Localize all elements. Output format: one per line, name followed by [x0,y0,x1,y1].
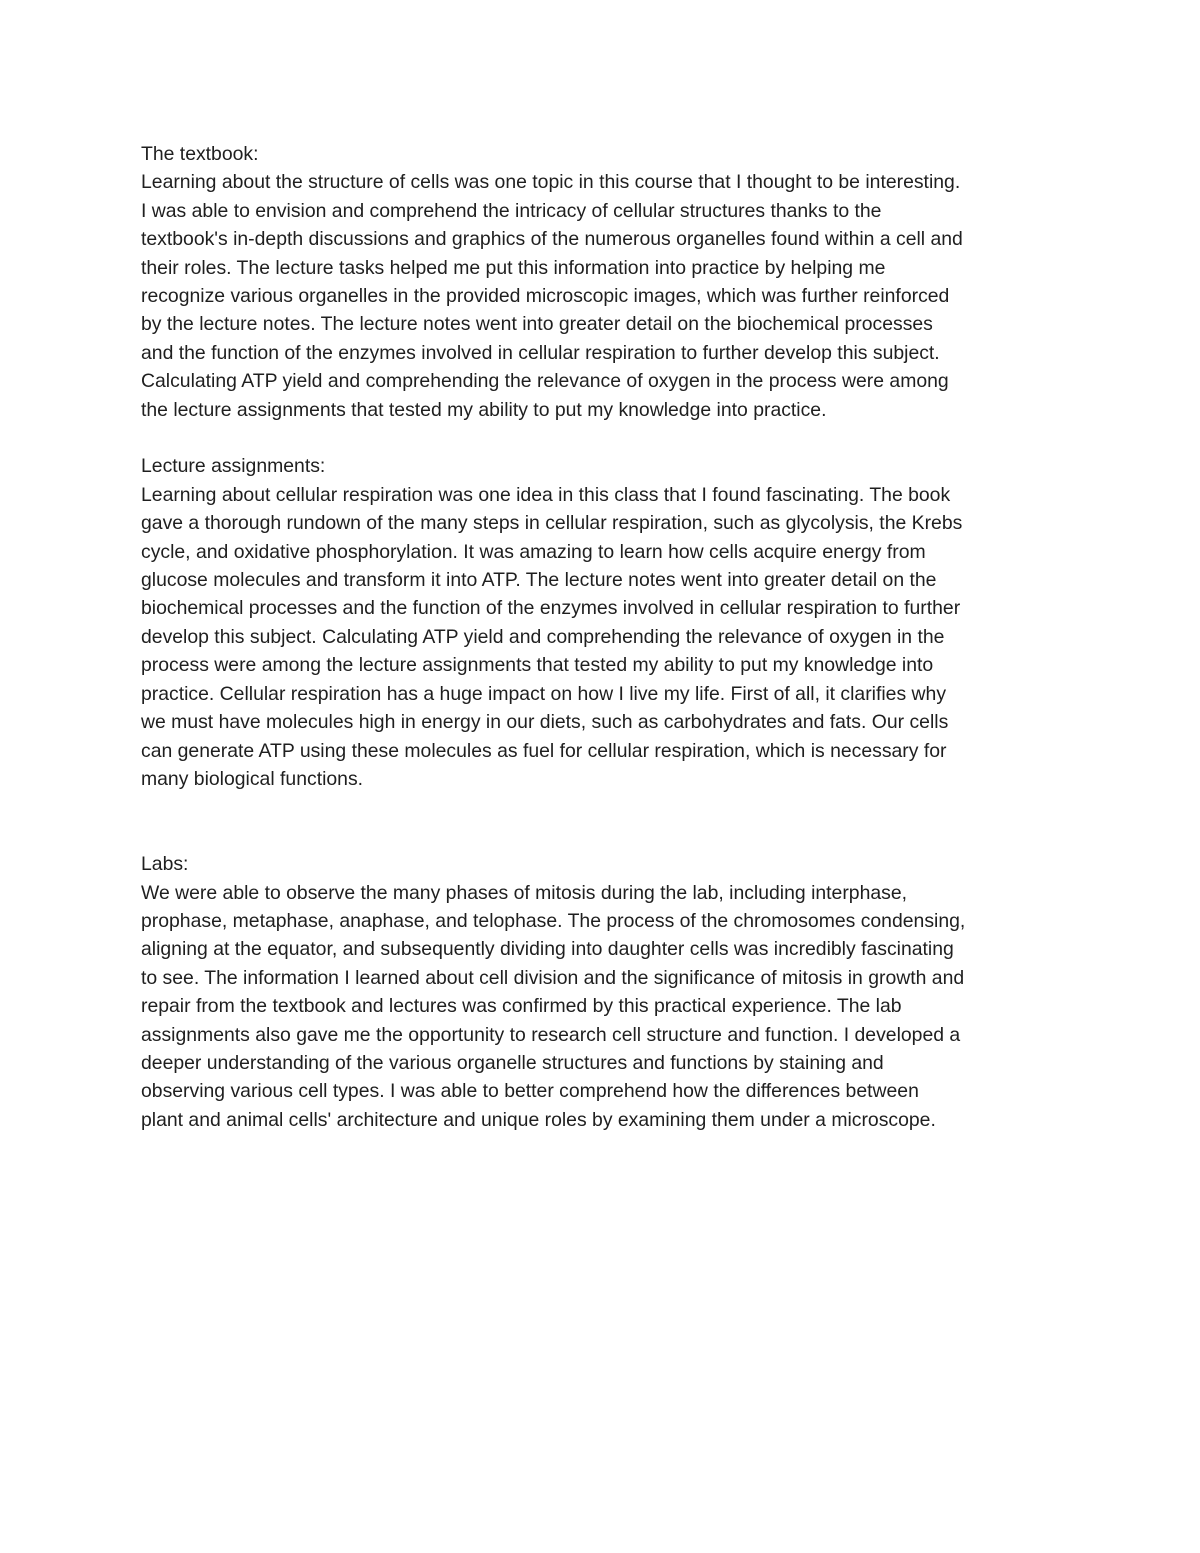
paragraph-line: I was able to envision and comprehend the intricacy of cellular structures thanks to the [141,199,882,222]
paragraph-line: assignments also gave me the opportunity to research cell structure and function. I developed a [141,1023,961,1046]
heading-text: The textbook: [141,143,259,165]
paragraph-line: glucose molecules and transform it into ATP. The lecture notes went into greater detail on the [141,569,937,592]
paragraph-line: gave a thorough rundown of the many steps in cellular respiration, such as glycolysis, the Krebs [141,512,963,535]
paragraph-line: plant and animal cells' architecture and unique roles by examining them under a microscope. [141,1108,936,1131]
section-paragraph [141,168,1071,424]
section-labs [141,850,1071,1134]
paragraph-line: prophase, metaphase, anaphase, and telophase. The process of the chromosomes condensing, [141,909,966,932]
paragraph-line: we must have molecules high in energy in our diets, such as carbohydrates and fats. Our cells [141,711,949,734]
paragraph-line: observing various cell types. I was able to better comprehend how the differences between [141,1080,919,1103]
paragraph-line: their roles. The lecture tasks helped me put this information into practice by helping me [141,256,886,279]
paragraph-line: to see. The information I learned about cell division and the significance of mitosis in growth and [141,966,965,989]
blank-line [141,822,1071,850]
section-heading [141,850,1071,878]
section-paragraph [141,879,1071,1135]
paragraph-line: the lecture assignments that tested my ability to put my knowledge into practice. [141,398,827,421]
paragraph-line: by the lecture notes. The lecture notes went into greater detail on the biochemical processes [141,313,933,336]
section-heading [141,452,1071,480]
blank-line [141,793,1071,821]
paragraph-line: and the function of the enzymes involved in cellular respiration to further develop this subject. [141,341,940,364]
paragraph-line: biochemical processes and the function of the enzymes involved in cellular respiration to further [141,597,961,620]
section-lecture-assignments [141,452,1071,793]
paragraph-line: aligning at the equator, and subsequently dividing into daughter cells was incredibly fascinating [141,938,954,961]
paragraph-line: develop this subject. Calculating ATP yield and comprehending the relevance of oxygen in the [141,625,945,648]
heading-text: Lecture assignments: [141,455,326,478]
paragraph-line: practice. Cellular respiration has a huge impact on how I live my life. First of all, it clarifies why [141,682,947,705]
section-textbook [141,140,1071,424]
paragraph-line: cycle, and oxidative phosphorylation. It was amazing to learn how cells acquire energy from [141,540,926,563]
section-paragraph [141,481,1071,793]
paragraph-line: deeper understanding of the various organelle structures and functions by staining and [141,1051,884,1074]
paragraph-line: process were among the lecture assignments that tested my ability to put my knowledge into [141,654,934,677]
heading-text: Labs: [141,853,189,876]
paragraph-line: many biological functions. [141,767,364,790]
blank-line [141,424,1071,452]
paragraph-line: Learning about cellular respiration was one idea in this class that I found fascinating. The book [141,483,951,506]
paragraph-line: We were able to observe the many phases of mitosis during the lab, including interphase, [141,881,908,904]
paragraph-line: can generate ATP using these molecules as fuel for cellular respiration, which is necessary for [141,739,947,762]
paragraph-line: textbook's in-depth discussions and graphics of the numerous organelles found within a cell and [141,228,963,251]
paragraph-line: Calculating ATP yield and comprehending the relevance of oxygen in the process were among [141,370,949,393]
paragraph-line: recognize various organelles in the provided microscopic images, which was further reinforced [141,285,950,308]
document-content [141,140,1071,1134]
section-heading [141,140,1071,168]
paragraph-line: repair from the textbook and lectures was confirmed by this practical experience. The lab [141,995,902,1018]
paragraph-line: Learning about the structure of cells was one topic in this course that I thought to be interesting. [141,171,961,194]
